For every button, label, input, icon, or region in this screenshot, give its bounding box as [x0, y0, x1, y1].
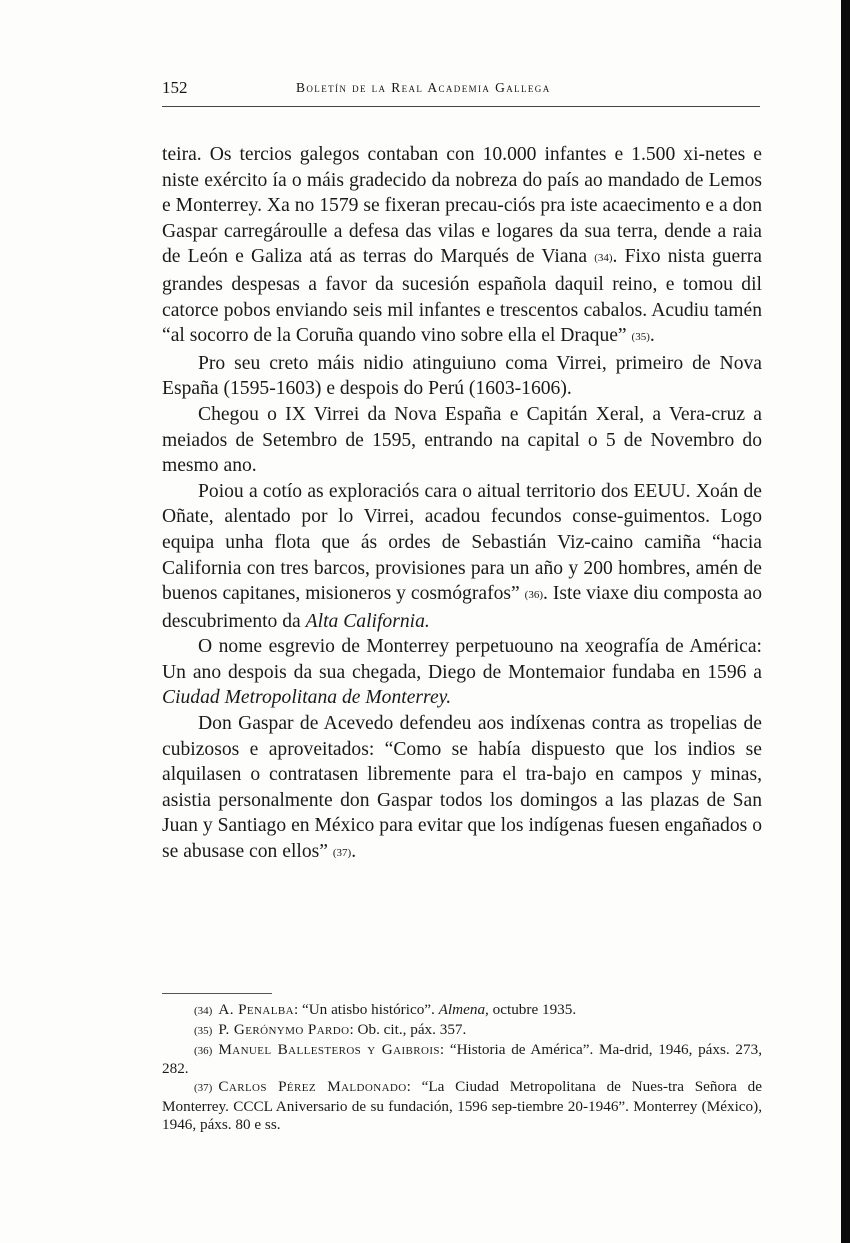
paragraph-3: Chegou o IX Virrei da Nova España e Capitán Xeral, a Vera-cruz a meiados de Setembro de 1595, entrando na capital o 5 de Novembro do mesmo ano.: [162, 403, 762, 477]
header-rule: [162, 106, 760, 107]
footnote-author: A. Penalba: [218, 1001, 294, 1018]
paragraph-4: [162, 479, 762, 635]
paragraph-1: [162, 142, 762, 351]
footnote-number: (35): [194, 1024, 213, 1037]
page-number: 152: [162, 78, 188, 97]
footnote-34: [162, 1001, 762, 1021]
ciudad-metropolitana-italic: Ciudad Metropolitana de Monterrey.: [162, 687, 452, 709]
paragraph-2: Pro seu creto máis nidio atinguiuno coma Virrei, primeiro de Nova España (1595-1603) e despois do Perú (1603-1606).: [162, 352, 762, 400]
paragraph-1-text: teira. Os tercios galegos contaban con 10.000 infantes e 1.500 xi-netes e niste exército ía o máis gradecido da nobreza do país ao mandado de Lemos e Monterrey. Xa no 1579 se fixeran precau-ciós pra iste acaecimento e a don Gaspar carregároulle a defesa das vilas e logares da sua terra, dende a raia de León e Galiza atá as terras do Marqués de Viana: [162, 144, 762, 268]
note-ref-35: (35): [631, 331, 650, 344]
paragraph-5-text: O nome esgrevio de Monterrey perpetuouno na xeografía de América: Un ano despois da sua chegada, Diego de Montemaior fundaba en 1596 a: [162, 636, 762, 683]
paragraph-4-text: Poiou a cotío as exploraciós cara o aitual territorio dos EEUU. Xoán de Oñate, alentado por lo Virrei, acadou fecundos conse-guimentos. Logo equipa unha flota que ás ordes de Sebastián Viz-caino camiña “hacia California con tres barcos, provisiones para un año y 200 hombres, amén de buenos capitanes, misioneros y cosmógrafos”: [162, 480, 762, 605]
note-ref-36: (36): [524, 589, 543, 602]
paragraph-6: [162, 711, 762, 867]
footnote-number: (34): [194, 1005, 213, 1017]
paragraph-6-text: Don Gaspar de Acevedo defendeu aos indíxenas contra as tropelias de cubizosos e aproveitados: “Como se había dispuesto que los indios se alquilasen o contratasen libremente para el tra-bajo en campos y minas, asistia personalmente don Gaspar todos los domingos a las plazas de San Juan y Santiago en México para evitar que los indígenas fuesen engañados o se abusase con ellos”: [162, 713, 762, 863]
running-title: Boletín de la Real Academia Gallega: [296, 80, 551, 95]
footnote-text: : “La Ciudad Metropolitana de Nues-tra Señora de Monterrey. CCCL Aniversario de su fundación, 1596 sep-tiembre 20-1946”. Monterrey (México), 1946, páxs. 80 e ss.: [162, 1078, 762, 1133]
paragraph-1-end: .: [649, 325, 655, 347]
footnote-text: : Ob. cit., páx. 357.: [349, 1020, 467, 1038]
footnote-text: : “Un atisbo histórico”.: [293, 1001, 435, 1018]
footnote-number: (37): [194, 1082, 213, 1095]
page-header: [162, 78, 762, 100]
scan-edge-shadow: [841, 0, 850, 1243]
paragraph-5: [162, 634, 762, 711]
paragraph-1-text-b: . Fixo nista guerra grandes despesas a favor da sucesión española daquil reino, e tomou dil catorce pobos enviando seis mil infantes e trescentos cabalos. Acudiu tamén “al socorro de la Coruña quando vino sobre ella el Draque”: [162, 246, 762, 347]
paragraph-6-end: .: [351, 841, 357, 863]
footnote-36: [162, 1041, 762, 1079]
footnote-text-b: octubre 1935.: [492, 1001, 577, 1018]
footnote-author: P. Gerónymo Pardo: [218, 1020, 350, 1038]
footnote-rule: [162, 993, 272, 994]
note-ref-34: (34): [594, 252, 613, 265]
footnote-text: : “Historia de América”. Ma-drid, 1946, páxs. 273, 282.: [162, 1040, 762, 1078]
note-ref-37: (37): [332, 847, 352, 860]
footnote-author: Carlos Pérez Maldonado: [218, 1078, 407, 1096]
footnote-author: Manuel Ballesteros y Gaibrois: [218, 1040, 440, 1058]
alta-california-italic: Alta California.: [305, 610, 430, 632]
footnote-35: [162, 1021, 762, 1041]
footnote-37: [162, 1078, 762, 1133]
footnote-number: (36): [194, 1044, 213, 1057]
body-text: [162, 142, 762, 867]
paragraph-4-text-b: . Iste viaxe diu composta ao descubrimento da: [162, 583, 762, 632]
footnote-italic: Almena,: [438, 1001, 489, 1018]
footnotes: [162, 1001, 762, 1134]
